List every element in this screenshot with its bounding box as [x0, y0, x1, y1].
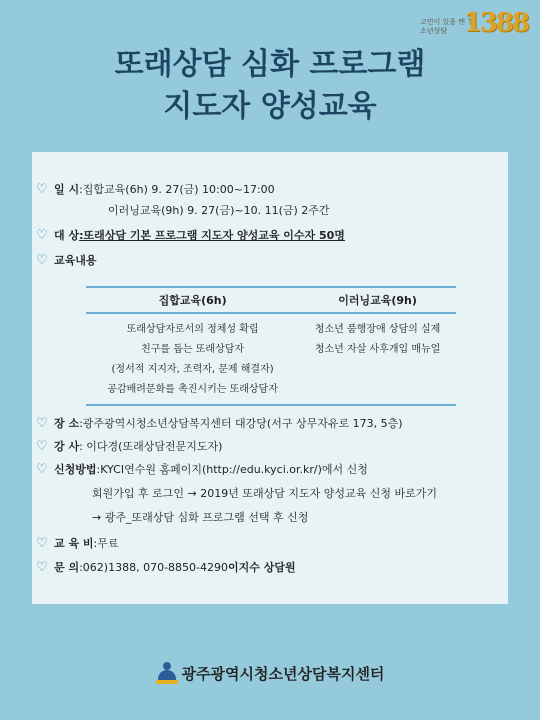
- program-item: 청소년 자살 사후개입 매뉴얼: [314, 344, 441, 355]
- lecturer-label: 강 사: [54, 440, 80, 453]
- heart-outline-icon: ♡: [36, 439, 48, 454]
- footer: [0, 662, 540, 684]
- heart-outline-icon: ♡: [36, 560, 48, 575]
- place-row: [36, 417, 403, 431]
- program-item: 청소년 품행장애 상담의 실제: [314, 324, 441, 335]
- org-name: 광주광역시청소년상담복지센터: [181, 664, 385, 683]
- contact-person: 이지수 상담원: [228, 561, 296, 574]
- apply-value: :KYCI연수원 홈페이지(http://edu.kyci.or.kr/)에서 신청: [96, 463, 368, 476]
- page-title: [0, 44, 540, 128]
- fee-row: [36, 537, 119, 551]
- contact-value: :062)1388, 070-8850-4290: [79, 561, 228, 574]
- heart-outline-icon: ♡: [36, 253, 48, 268]
- heart-outline-icon: ♡: [36, 536, 48, 551]
- target-value: :또래상담 기본 프로그램 지도자 양성교육 이수자 50명: [79, 229, 345, 242]
- target-label: 대 상: [54, 229, 80, 242]
- date-value-2: 이러닝교육(9h) 9. 27(금)~10. 11(금) 2주간: [108, 204, 330, 217]
- lecturer-value: : 이다경(또래상담전문지도자): [79, 440, 223, 453]
- lecturer-row: [36, 440, 222, 454]
- heart-outline-icon: ♡: [36, 462, 48, 477]
- contact-label: 문 의: [54, 561, 80, 574]
- heart-outline-icon: ♡: [36, 228, 48, 243]
- apply-row: [36, 463, 368, 477]
- program-item: 친구를 돕는 또래상담자: [141, 344, 245, 355]
- logo-slogan: 고민이 있을 땐 청소년상담: [420, 18, 475, 35]
- title-line-1: 또래상담 심화 프로그램: [114, 47, 426, 82]
- apply-label: 신청방법: [54, 463, 97, 476]
- date-row: [36, 183, 275, 197]
- program-header-offline: 집합교육(6h): [86, 287, 299, 313]
- program-col-offline: [86, 313, 299, 405]
- apply-value-3: → 광주_또래상담 심화 프로그램 선택 후 신청: [92, 511, 309, 524]
- heart-outline-icon: ♡: [36, 416, 48, 431]
- content-row: [36, 254, 97, 268]
- logo-number: 1388: [463, 8, 528, 38]
- place-label: 장 소: [54, 417, 80, 430]
- program-col-online: [299, 313, 456, 405]
- place-value: :광주광역시청소년상담복지센터 대강당(서구 상무자유로 173, 5층): [79, 417, 403, 430]
- contact-row: [36, 561, 296, 575]
- org-logo-icon: [156, 662, 178, 684]
- date-value: :집합교육(6h) 9. 27(금) 10:00~17:00: [79, 183, 275, 196]
- program-item: 공감배려문화를 촉진시키는 또래상담자: [107, 384, 278, 395]
- logo-1388: [420, 6, 530, 46]
- apply-value-2: 회원가입 후 로그인 → 2019년 또래상담 지도자 양성교육 신청 바로가기: [92, 487, 437, 500]
- program-header-online: 이러닝교육(9h): [299, 287, 456, 313]
- fee-value: :무료: [93, 537, 119, 550]
- date-label: 일 시: [54, 183, 80, 196]
- heart-outline-icon: ♡: [36, 182, 48, 197]
- program-table: [86, 286, 456, 406]
- fee-label: 교 육 비: [54, 537, 94, 550]
- target-row: [36, 229, 345, 243]
- content-label: 교육내용: [54, 254, 97, 267]
- program-item: (정서적 지지자, 조력자, 문제 해결자): [111, 364, 274, 375]
- title-line-2: 지도자 양성교육: [163, 89, 377, 124]
- program-item: 또래상담자로서의 정체성 확립: [126, 324, 259, 335]
